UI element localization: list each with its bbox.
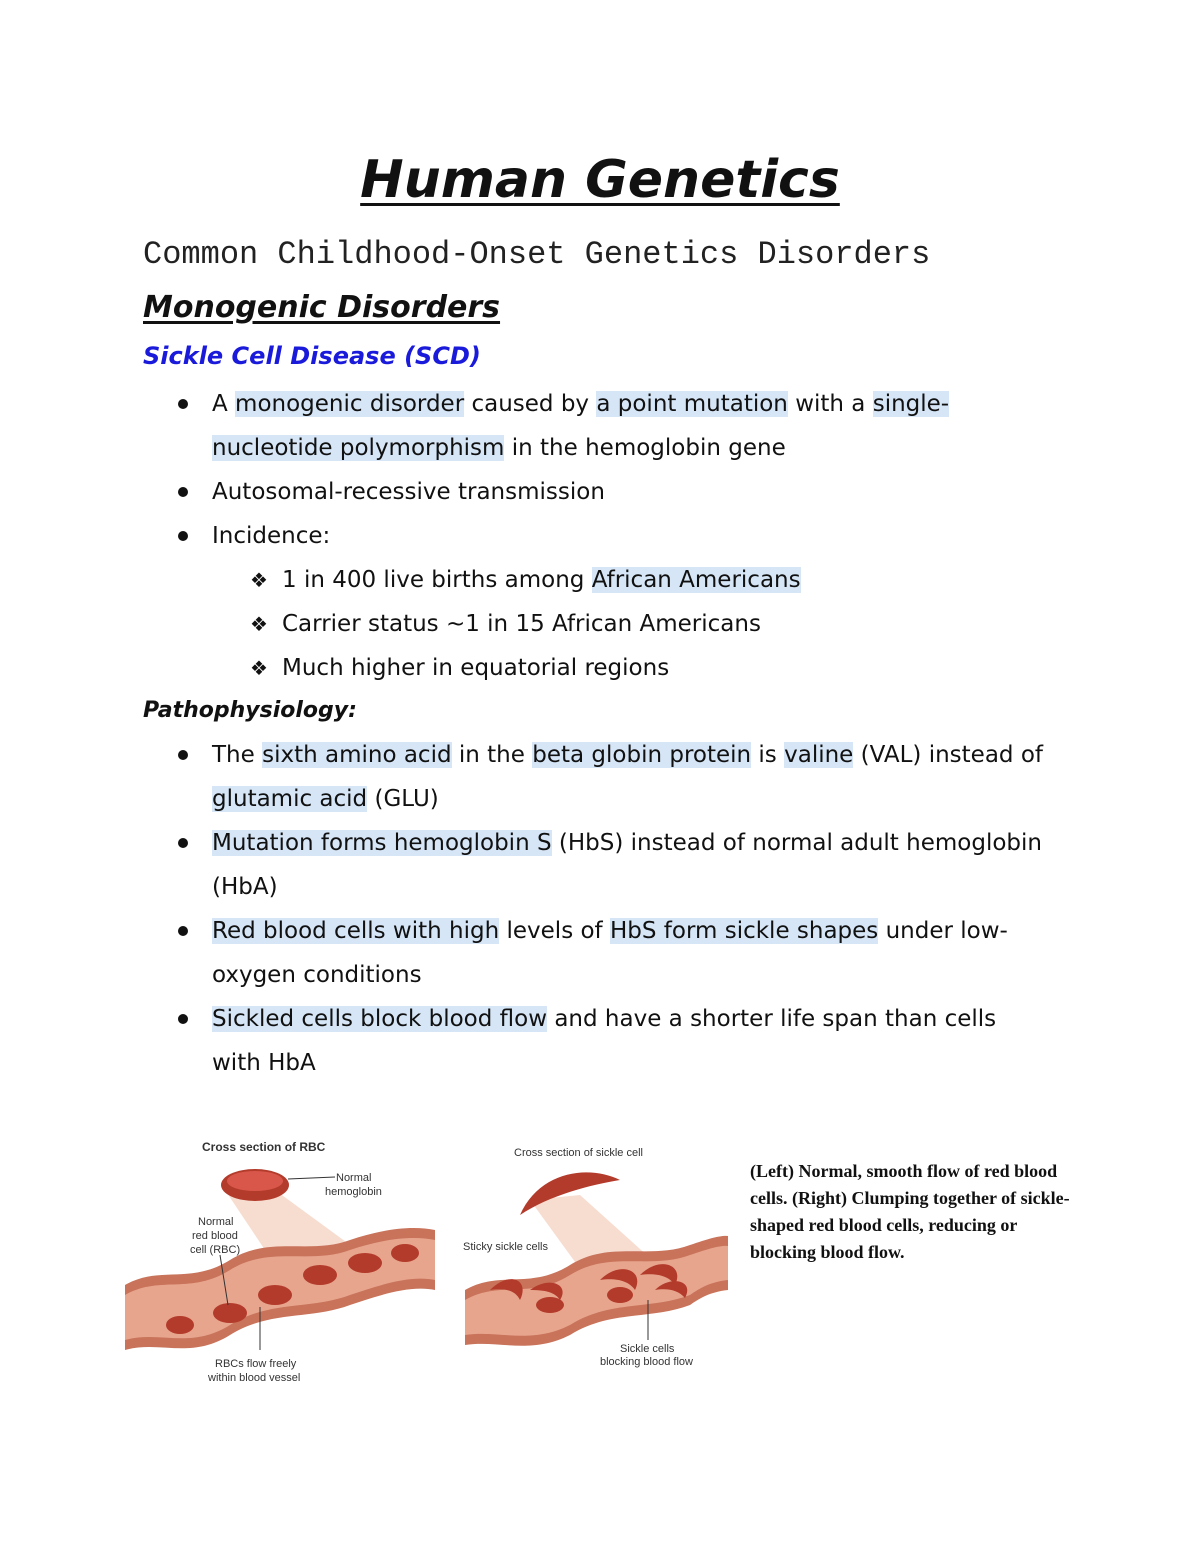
figure-title: Cross section of RBC — [202, 1140, 326, 1154]
label-flow-2: within blood vessel — [208, 1372, 301, 1384]
list-item: The sixth amino acid in the beta globin protein is valine (VAL) instead of glutamic acid (GLU) — [0, 733, 1052, 821]
list-item: ❖ 1 in 400 live births among African Americans — [0, 558, 801, 602]
list-item: ❖ Carrier status ~1 in 15 African Americans — [0, 602, 801, 646]
list-item: Red blood cells with high levels of HbS form sickle shapes under low-oxygen conditions — [0, 909, 1052, 997]
rbc-cell — [607, 1287, 633, 1303]
sickle-cell-figure — [460, 1140, 730, 1370]
section-heading: Monogenic Disorders — [143, 290, 501, 325]
list-item: A monogenic disorder caused by a point mutation with a single-nucleotide polymorphism in the hemoglobin gene — [0, 382, 1052, 470]
label-normal-hemoglobin-2: hemoglobin — [325, 1186, 382, 1198]
scd-bullet-list — [0, 382, 1052, 558]
label-flow: RBCs flow freely — [215, 1358, 297, 1370]
rbc-cell — [166, 1316, 194, 1334]
page-subtitle: Common Childhood-Onset Genetics Disorders — [143, 236, 931, 273]
list-item: Autosomal-recessive transmission — [0, 470, 1052, 514]
normal-rbc-figure — [120, 1135, 440, 1390]
rbc-cell — [536, 1297, 564, 1313]
incidence-list — [0, 558, 801, 690]
figure-title: Cross section of sickle cell — [514, 1147, 643, 1159]
diamond-bullet-icon: ❖ — [250, 612, 268, 636]
rbc-cell — [348, 1253, 382, 1273]
rbc-cell — [213, 1303, 247, 1323]
subsection-heading: Sickle Cell Disease (SCD) — [143, 342, 481, 370]
label-rbc-2: red blood — [192, 1230, 238, 1242]
list-item: Incidence: — [0, 514, 1052, 558]
figure-caption: (Left) Normal, smooth flow of red blood cells. (Right) Clumping together of sickle-shaped red blood cells, reducing or blocking blood flow. — [750, 1161, 1070, 1262]
page-title: Human Genetics — [360, 150, 840, 210]
list-item: ❖ Much higher in equatorial regions — [0, 646, 801, 690]
label-block-2: blocking blood flow — [600, 1356, 693, 1368]
label-rbc: Normal — [198, 1216, 234, 1228]
pathophysiology-heading: Pathophysiology: — [143, 698, 357, 723]
list-item: Mutation forms hemoglobin S (HbS) instead of normal adult hemoglobin (HbA) — [0, 821, 1052, 909]
diamond-bullet-icon: ❖ — [250, 656, 268, 680]
rbc-cell — [303, 1265, 337, 1285]
label-block: Sickle cells — [620, 1343, 675, 1355]
diamond-bullet-icon: ❖ — [250, 568, 268, 592]
rbc-cell — [258, 1285, 292, 1305]
patho-bullet-list — [0, 733, 1052, 1085]
label-normal-hemoglobin: Normal — [336, 1172, 372, 1184]
rbc-cell — [391, 1244, 419, 1262]
label-sticky: Sticky sickle cells — [463, 1241, 548, 1253]
label-rbc-3: cell (RBC) — [190, 1244, 241, 1256]
list-item: Sickled cells block blood flow and have a shorter life span than cells with HbA — [0, 997, 1052, 1085]
